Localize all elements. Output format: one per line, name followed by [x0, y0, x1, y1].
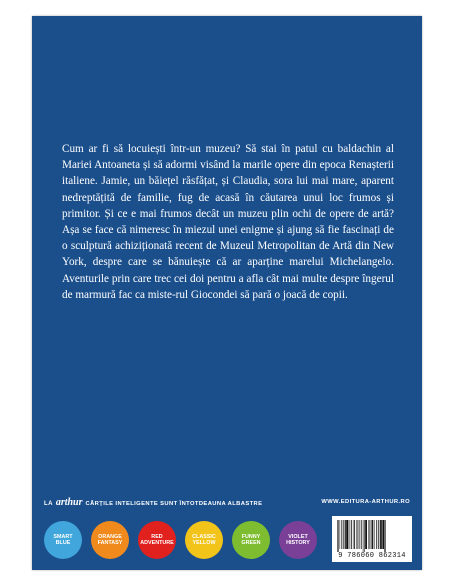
series-circle-line2: BLUE — [55, 540, 71, 546]
barcode-bar — [347, 520, 348, 549]
series-circle-funny-green — [232, 521, 270, 559]
barcode-bar — [343, 520, 344, 549]
isbn-number: 9 786060 862314 — [338, 552, 406, 560]
barcode-bar — [340, 520, 341, 549]
barcode-bar — [358, 520, 359, 549]
series-circle-red-adventure — [138, 521, 176, 559]
barcode-bar — [375, 520, 376, 549]
barcode-bar — [383, 520, 384, 549]
barcode-bars — [336, 520, 408, 552]
barcode-bar — [353, 520, 354, 549]
tagline: CĂRȚILE INTELIGENTE SUNT ÎNTOTDEAUNA ALBASTRE — [85, 500, 263, 507]
barcode-bar — [367, 520, 368, 549]
series-circle-line2: YELLOW — [192, 540, 216, 546]
barcode-bar — [354, 520, 355, 549]
barcode-bar — [364, 520, 365, 552]
barcode-bar — [338, 520, 339, 552]
barcode-bar — [384, 520, 385, 552]
barcode-bar — [373, 520, 374, 549]
series-circle-line2: GREEN — [241, 540, 261, 546]
barcode-bar — [337, 520, 338, 552]
barcode-bar — [368, 520, 369, 549]
barcode-bar — [351, 520, 352, 549]
barcode-bar — [382, 520, 383, 549]
book-back-cover — [32, 16, 422, 570]
brand-prefix: LA — [44, 500, 53, 507]
barcode-bar — [370, 520, 371, 549]
isbn-barcode — [332, 516, 412, 562]
website-link[interactable]: WWW.EDITURA-ARTHUR.RO — [321, 499, 410, 505]
barcode-bar — [380, 520, 381, 549]
series-circle-classic-yellow — [185, 521, 223, 559]
barcode-bar — [378, 520, 379, 549]
barcode-bar — [341, 520, 342, 549]
footer-tagline-group — [44, 497, 262, 508]
barcode-bar — [361, 520, 362, 549]
barcode-bar — [365, 520, 366, 549]
series-circle-line2: FANTASY — [97, 540, 123, 546]
footer-line — [44, 496, 410, 508]
barcode-bar — [372, 520, 373, 549]
brand-logo-text: arthur — [55, 496, 83, 508]
barcode-bar — [363, 520, 364, 552]
series-circle-orange-fantasy — [91, 521, 129, 559]
series-circle-line1: FUNNY — [241, 533, 261, 540]
barcode-bar — [360, 520, 361, 549]
series-circle-violet-history — [279, 521, 317, 559]
series-circle-smart-blue — [44, 521, 82, 559]
series-circle-line1: RED — [151, 533, 163, 540]
series-circle-line1: CLASSIC — [192, 533, 216, 540]
barcode-bar — [350, 520, 351, 549]
blurb-text: Cum ar fi să locuiești într-un muzeu? Să stai în patul cu baldachin al Mariei Antoaneta și să adormi visând la marile opere din epoca Renașterii italiene. Jamie, un băiețel răsfățat, și Claudia, sora lui mai mare, aparent nedreptățită de familie, fug de acasă în căutarea unui loc frumos și primitor. Și ce e mai frumos decât un muzeu plin ochi de opere de artă? Așa se face că nimeresc în miezul unei enigme și ajung să fie fascinați de o sculptură achiziționată recent de Muzeul Metropolitan de Artă din New York, despre care se bănuiește că ar aparține marelui Michelangelo. Aventurile prin care trec cei doi pentru a afla cât mai multe despre îngerul de marmură fac ca miste-rul Giocondei să pară o joacă de copii. — [62, 143, 394, 301]
barcode-bar — [356, 520, 357, 549]
barcode-bar — [345, 520, 346, 549]
series-circle-line1: ORANGE — [98, 533, 122, 540]
barcode-bar — [385, 520, 386, 552]
barcode-bar — [376, 520, 377, 549]
series-circles — [34, 521, 324, 569]
series-circle-line1: VIOLET — [288, 533, 308, 540]
barcode-bar — [348, 520, 349, 549]
series-circle-line1: SMART — [53, 533, 73, 540]
series-circle-line2: HISTORY — [286, 540, 310, 546]
series-circle-line2: ADVENTURE — [140, 540, 174, 546]
